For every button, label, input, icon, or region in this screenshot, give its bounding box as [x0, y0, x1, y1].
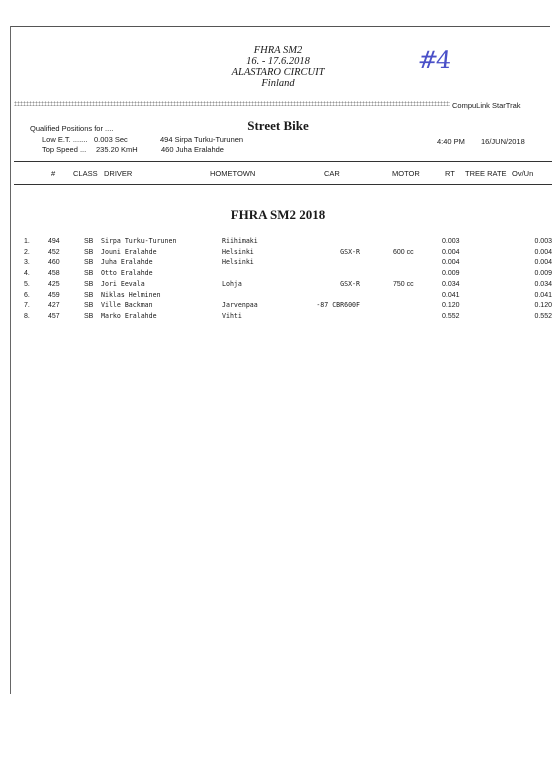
cell-hometown: Lohja	[222, 279, 242, 288]
cell-cls: SB	[84, 291, 94, 299]
cell-motor: 750 cc	[393, 280, 414, 288]
cell-pos: 3.	[24, 259, 30, 267]
table-row	[0, 300, 556, 311]
report-date: 16/JUN/2018	[481, 137, 525, 146]
table-row	[0, 236, 556, 247]
cell-motor: 600 cc	[393, 248, 414, 256]
cell-car: GSX-R	[340, 279, 360, 288]
cell-cls: SB	[84, 270, 94, 278]
scan-edge-top	[10, 26, 550, 27]
handwritten-mark: #4	[416, 46, 451, 74]
cell-rt: 0.034	[442, 280, 460, 288]
table-row	[0, 279, 556, 290]
meet-dates: 16. - 17.6.2018	[246, 56, 310, 67]
col-rt: RT	[445, 169, 455, 178]
table-row	[0, 247, 556, 258]
cell-hometown: Vihti	[222, 311, 242, 320]
col-number: #	[51, 169, 56, 178]
header-rule-bottom	[14, 184, 552, 185]
top-speed-holder: 460 Juha Eralahde	[161, 145, 224, 154]
meet-name: FHRA SM2	[253, 45, 303, 56]
cell-ovun: 0.034	[534, 280, 552, 288]
cell-car: GSX-R	[340, 247, 360, 256]
col-ov-un: Ov/Un	[512, 169, 534, 178]
col-driver: DRIVER	[104, 169, 133, 178]
timing-system-brand: CompuLink StarTrak	[452, 101, 521, 110]
event-title: FHRA SM2 2018	[230, 207, 326, 222]
cell-ovun: 0.003	[534, 238, 552, 245]
cell-hometown: Riihimaki	[222, 237, 258, 245]
cell-hometown: Jarvenpaa	[222, 301, 258, 310]
cell-num: 494	[48, 238, 60, 245]
cell-cls: SB	[84, 238, 94, 245]
top-speed-value: 235.20 KmH	[96, 145, 138, 154]
table-row	[0, 257, 556, 268]
cell-rt: 0.004	[442, 259, 460, 267]
cell-ovun: 0.552	[534, 312, 552, 320]
dotted-separator	[14, 101, 450, 106]
report-time: 4:40 PM	[437, 137, 465, 146]
col-tree-rate: TREE RATE	[465, 169, 507, 178]
cell-rt: 0.003	[442, 238, 460, 245]
cell-rt: 0.120	[442, 302, 460, 310]
cell-rt: 0.004	[442, 248, 460, 256]
cell-num: 460	[48, 259, 60, 267]
col-class: CLASS	[73, 169, 98, 178]
cell-hometown: Helsinki	[222, 258, 254, 267]
cell-pos: 2.	[24, 248, 30, 256]
qualified-title: Qualified Positions for ....	[30, 124, 114, 133]
cell-num: 457	[48, 312, 60, 320]
col-car: CAR	[324, 169, 340, 178]
cell-pos: 7.	[24, 302, 30, 310]
cell-hometown: Helsinki	[222, 247, 254, 256]
cell-cls: SB	[84, 302, 94, 310]
cell-num: 427	[48, 302, 60, 310]
cell-driver: Jouni Eralahde	[101, 247, 157, 256]
cell-ovun: 0.041	[534, 291, 552, 299]
cell-cls: SB	[84, 248, 94, 256]
cell-ovun: 0.004	[534, 248, 552, 256]
cell-ovun: 0.120	[534, 302, 552, 310]
cell-driver: Otto Eralahde	[101, 269, 153, 278]
meet-venue: ALASTARO CIRCUIT	[231, 67, 325, 78]
cell-num: 452	[48, 248, 60, 256]
cell-driver: Sirpa Turku-Turunen	[101, 237, 177, 245]
class-title: Street Bike	[247, 118, 309, 133]
cell-pos: 4.	[24, 270, 30, 278]
header-rule-top	[14, 161, 552, 162]
meet-country: Finland	[261, 78, 295, 89]
cell-driver: Ville Backman	[101, 301, 153, 310]
cell-num: 459	[48, 291, 60, 299]
table-row	[0, 268, 556, 279]
cell-driver: Jori Eevala	[101, 279, 145, 288]
cell-pos: 8.	[24, 312, 30, 320]
cell-cls: SB	[84, 259, 94, 267]
low-et-value: 0.003 Sec	[94, 135, 128, 144]
cell-cls: SB	[84, 280, 94, 288]
cell-driver: Marko Eralahde	[101, 311, 157, 320]
low-et-holder: 494 Sirpa Turku-Turunen	[160, 135, 244, 144]
cell-rt: 0.552	[442, 312, 460, 320]
top-speed-label: Top Speed ...	[42, 145, 87, 154]
cell-rt: 0.009	[442, 270, 460, 278]
cell-pos: 6.	[24, 291, 30, 299]
cell-ovun: 0.009	[534, 270, 552, 278]
low-et-label: Low E.T. .......	[42, 135, 88, 144]
cell-rt: 0.041	[442, 291, 460, 299]
table-row	[0, 311, 556, 322]
col-hometown: HOMETOWN	[210, 169, 256, 178]
cell-ovun: 0.004	[534, 259, 552, 267]
cell-driver: Juha Eralahde	[101, 258, 153, 267]
cell-driver: Niklas Helminen	[101, 290, 161, 299]
table-row	[0, 290, 556, 301]
col-motor: MOTOR	[392, 169, 420, 178]
cell-pos: 1.	[24, 238, 30, 245]
cell-num: 425	[48, 280, 60, 288]
cell-car: -87 CBR600F	[316, 301, 360, 310]
cell-cls: SB	[84, 312, 94, 320]
cell-pos: 5.	[24, 280, 30, 288]
cell-num: 458	[48, 270, 60, 278]
